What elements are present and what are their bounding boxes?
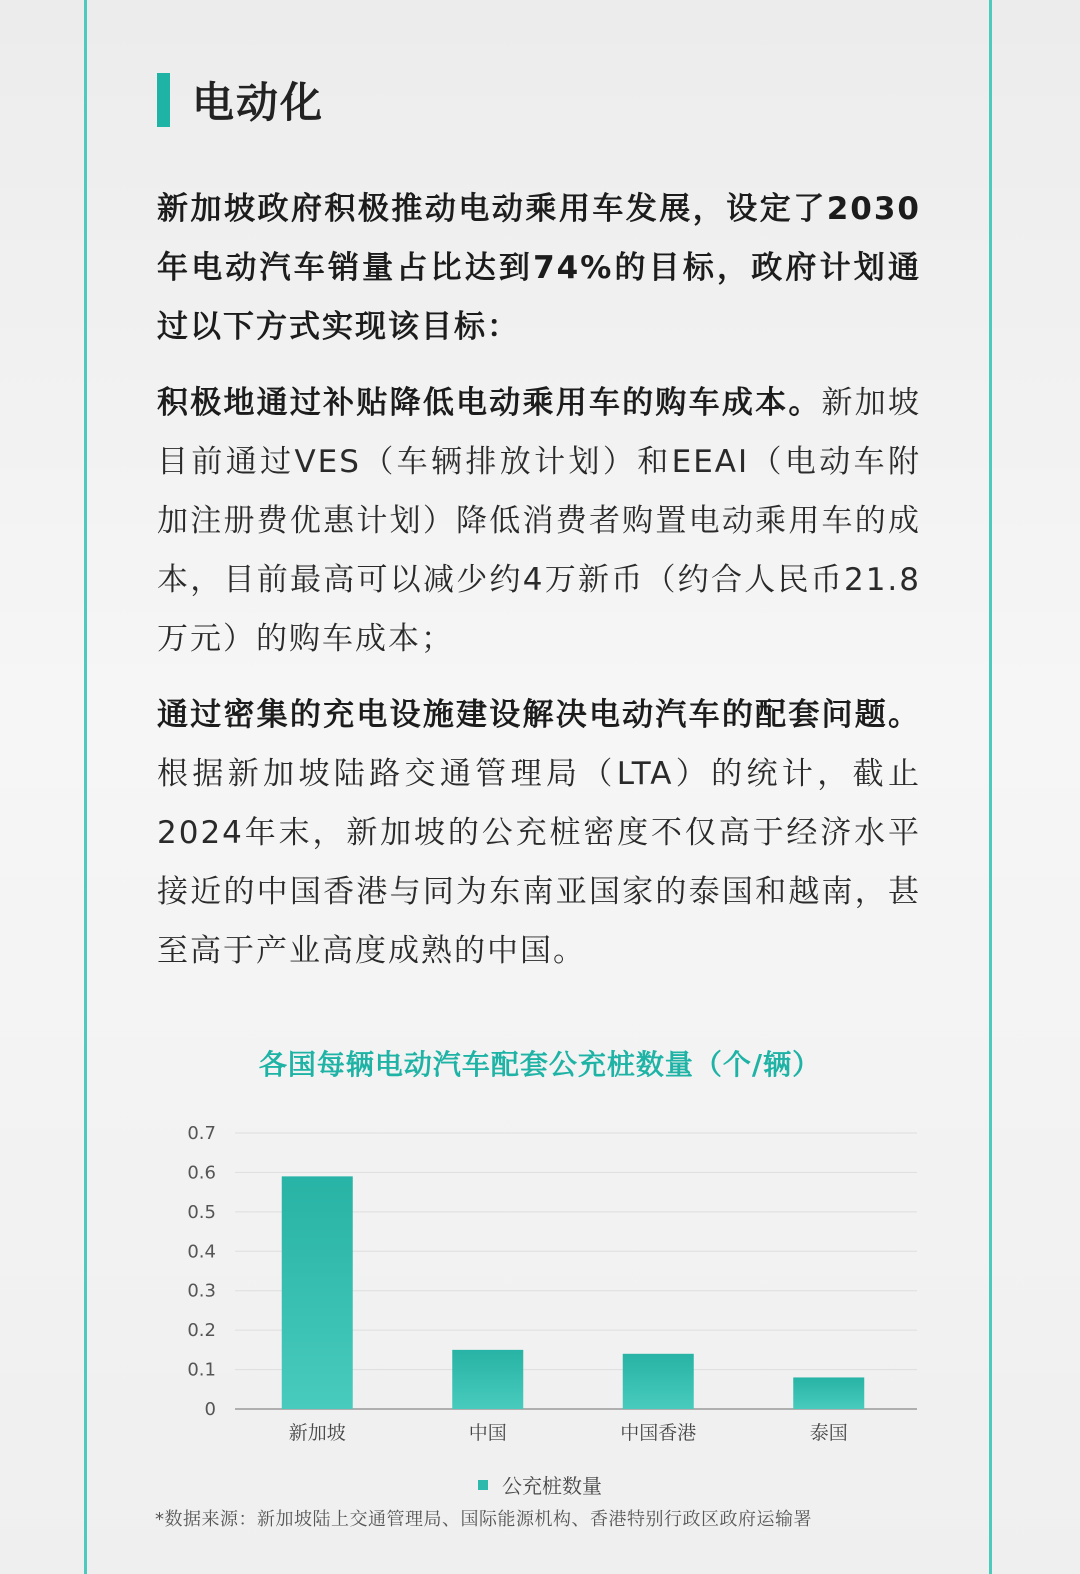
y-tick-label: 0.1 [187,1359,216,1381]
legend-label: 公充桩数量 [502,1474,602,1498]
x-tick-label: 新加坡 [288,1422,346,1444]
bar-3 [793,1377,864,1409]
paragraph-subsidy-bold: 积极地通过补贴降低电动乘用车的购车成本。 [157,385,822,421]
paragraph-subsidy-normal: 新加坡目前通过VES（车辆排放计划）和EEAI（电动车附加注册费优惠计划）降低消费者购置电动乘用车的成本，目前最高可以减少约4万新币（约合人民币21.8万元）的购车成本； [157,385,922,657]
bar-2 [623,1354,694,1409]
section-title: 电动化 [192,78,325,127]
legend-swatch [478,1480,488,1490]
x-tick-label: 中国 [468,1422,507,1444]
chart-legend [0,1470,1080,1499]
x-tick-label: 中国香港 [620,1422,697,1444]
bar-0 [282,1176,353,1409]
y-tick-label: 0.4 [187,1241,216,1263]
bar-1 [452,1350,523,1409]
y-tick-label: 0.3 [187,1280,216,1302]
y-tick-label: 0.6 [187,1162,216,1184]
y-tick-label: 0 [204,1399,216,1420]
y-tick-label: 0.2 [187,1320,216,1342]
x-tick-label: 泰国 [809,1422,848,1444]
y-tick-label: 0.5 [187,1201,216,1223]
paragraph-charging-normal: 根据新加坡陆路交通管理局（LTA）的统计，截止2024年末，新加坡的公充桩密度不仅高于经济水平接近的中国香港与同为东南亚国家的泰国和越南，甚至高于产业高度成熟的中国。 [157,756,921,969]
paragraph-intro-bold: 新加坡政府积极推动电动乘用车发展，设定了2030年电动汽车销量占比达到74%的目标，政府计划通过以下方式实现该目标： [157,191,921,345]
chart-title: 各国每辆电动汽车配套公充桩数量（个/辆） [258,1048,822,1081]
paragraph-charging-bold: 通过密集的充电设施建设解决电动汽车的配套问题。 [157,697,921,733]
data-source-note: *数据来源：新加坡陆上交通管理局、国际能源机构、香港特别行政区政府运输署 [155,1509,812,1530]
y-tick-label: 0.7 [187,1123,216,1144]
